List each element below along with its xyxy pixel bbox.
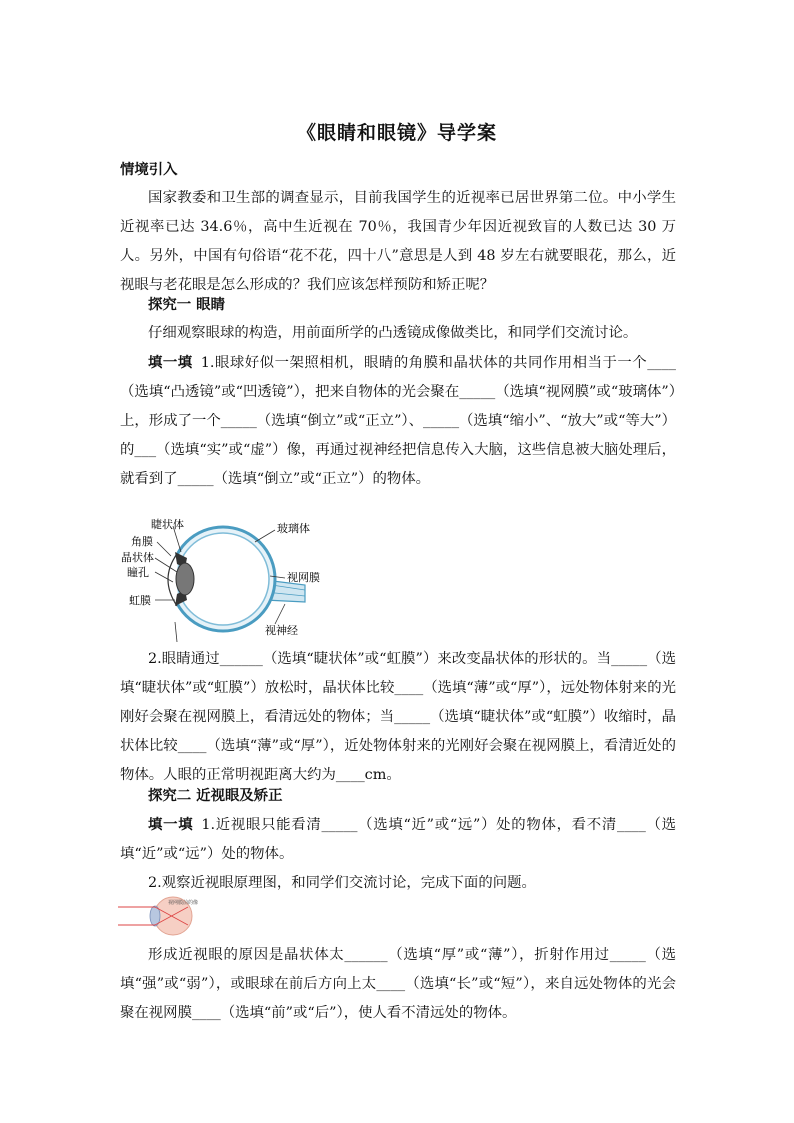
explore1-question2: 2.眼睛通过______（选填“睫状体”或“虹膜”）来改变晶状体的形状的。当_____（选填“睫状体”或“虹膜”）放松时，晶状体比较____（选填“薄”或“厚”），远处物体射来的光刚好会聚在视网膜上，看清远处的物体；当_____（选填“睫状体”或“虹膜”）收缩时，晶状体比较____（选填“薄”或“厚”），近处物体射来的光刚好会聚在视网膜上，看清近处的物体。人眼的正常明视距离大约为____cm。 xyxy=(120,651,676,783)
label-lens: 晶状体 xyxy=(121,551,154,564)
explore1-section xyxy=(120,290,676,494)
label-retina: 视网膜 xyxy=(287,571,320,584)
myopia-caption: 视网膜前的像 xyxy=(168,900,199,906)
explore2-question1 xyxy=(120,810,676,869)
explore2-question2: 2.观察近视眼原理图，和同学们交流讨论，完成下面的问题。 xyxy=(148,875,536,891)
explore1-question1 xyxy=(120,348,676,494)
label-iris: 虹膜 xyxy=(129,594,151,607)
fill-label: 填一填 xyxy=(148,354,193,371)
eye-structure-figure xyxy=(115,512,335,642)
explore1-heading: 探究一 眼睛 xyxy=(148,296,225,313)
myopia-diagram xyxy=(118,895,208,937)
question1-text: 1.眼球好似一架照相机，眼睛的角膜和晶状体的共同作用相当于一个____（选填“凸透镜”或“凹透镜”），把来自物体的光会聚在_____（选填“视网膜”或“玻璃体”）上，形成了一个_____（选填“倒立”或“正立”）、_____（选填“缩小”、“放大”或“等大”）的___（选填“实”或“虚”）像，再通过视神经把信息传入大脑，这些信息被大脑处理后，就看到了_____（选填“倒立”或“正立”）的物体。 xyxy=(120,355,676,487)
explore1-question2-section xyxy=(120,645,676,790)
intro-paragraph: 国家教委和卫生部的调查显示，目前我国学生的近视率已居世界第二位。中小学生近视率已达 34.6％，高中生近视在 70％，我国青少年因近视致盲的人数已达 30 万人。另外，中国有句俗语“花不花，四十八”意思是人到 48 岁左右就要眼花，那么，近视眼与老花眼是怎么形成的？我们应该怎样预防和矫正呢？ xyxy=(120,190,676,293)
intro-section xyxy=(120,155,676,300)
intro-heading: 情境引入 xyxy=(120,161,178,178)
fill-label: 填一填 xyxy=(148,816,194,833)
myopia-figure xyxy=(118,895,208,937)
label-ciliary: 睫状体 xyxy=(151,518,184,531)
label-cornea: 角膜 xyxy=(131,535,153,548)
eye-structure-diagram xyxy=(115,512,335,642)
label-optic-nerve: 视神经 xyxy=(265,624,298,637)
explore2-section xyxy=(120,781,676,898)
explore1-intro: 仔细观察眼球的构造，用前面所学的凸透镜成像做类比，和同学们交流讨论。 xyxy=(148,325,638,341)
explore2-question3-section xyxy=(120,941,676,1028)
page-title: 《眼睛和眼镜》导学案 xyxy=(296,122,497,144)
explore2-question1-text: 1.近视眼只能看清_____（选填“近”或“远”）处的物体，看不清____（选填“近”或“远”）处的物体。 xyxy=(120,817,676,862)
explore2-heading: 探究二 近视眼及矫正 xyxy=(148,787,283,804)
label-pupil: 瞳孔 xyxy=(127,566,149,579)
label-vitreous: 玻璃体 xyxy=(277,522,310,535)
explore2-question3: 形成近视眼的原因是晶状体太______（选填“厚”或“薄”），折射作用过_____（选填“强”或“弱”），或眼球在前后方向上太____（选填“长”或“短”），来自远处物体的光会聚在视网膜____（选填“前”或“后”），使人看不清远处的物体。 xyxy=(120,947,676,1021)
